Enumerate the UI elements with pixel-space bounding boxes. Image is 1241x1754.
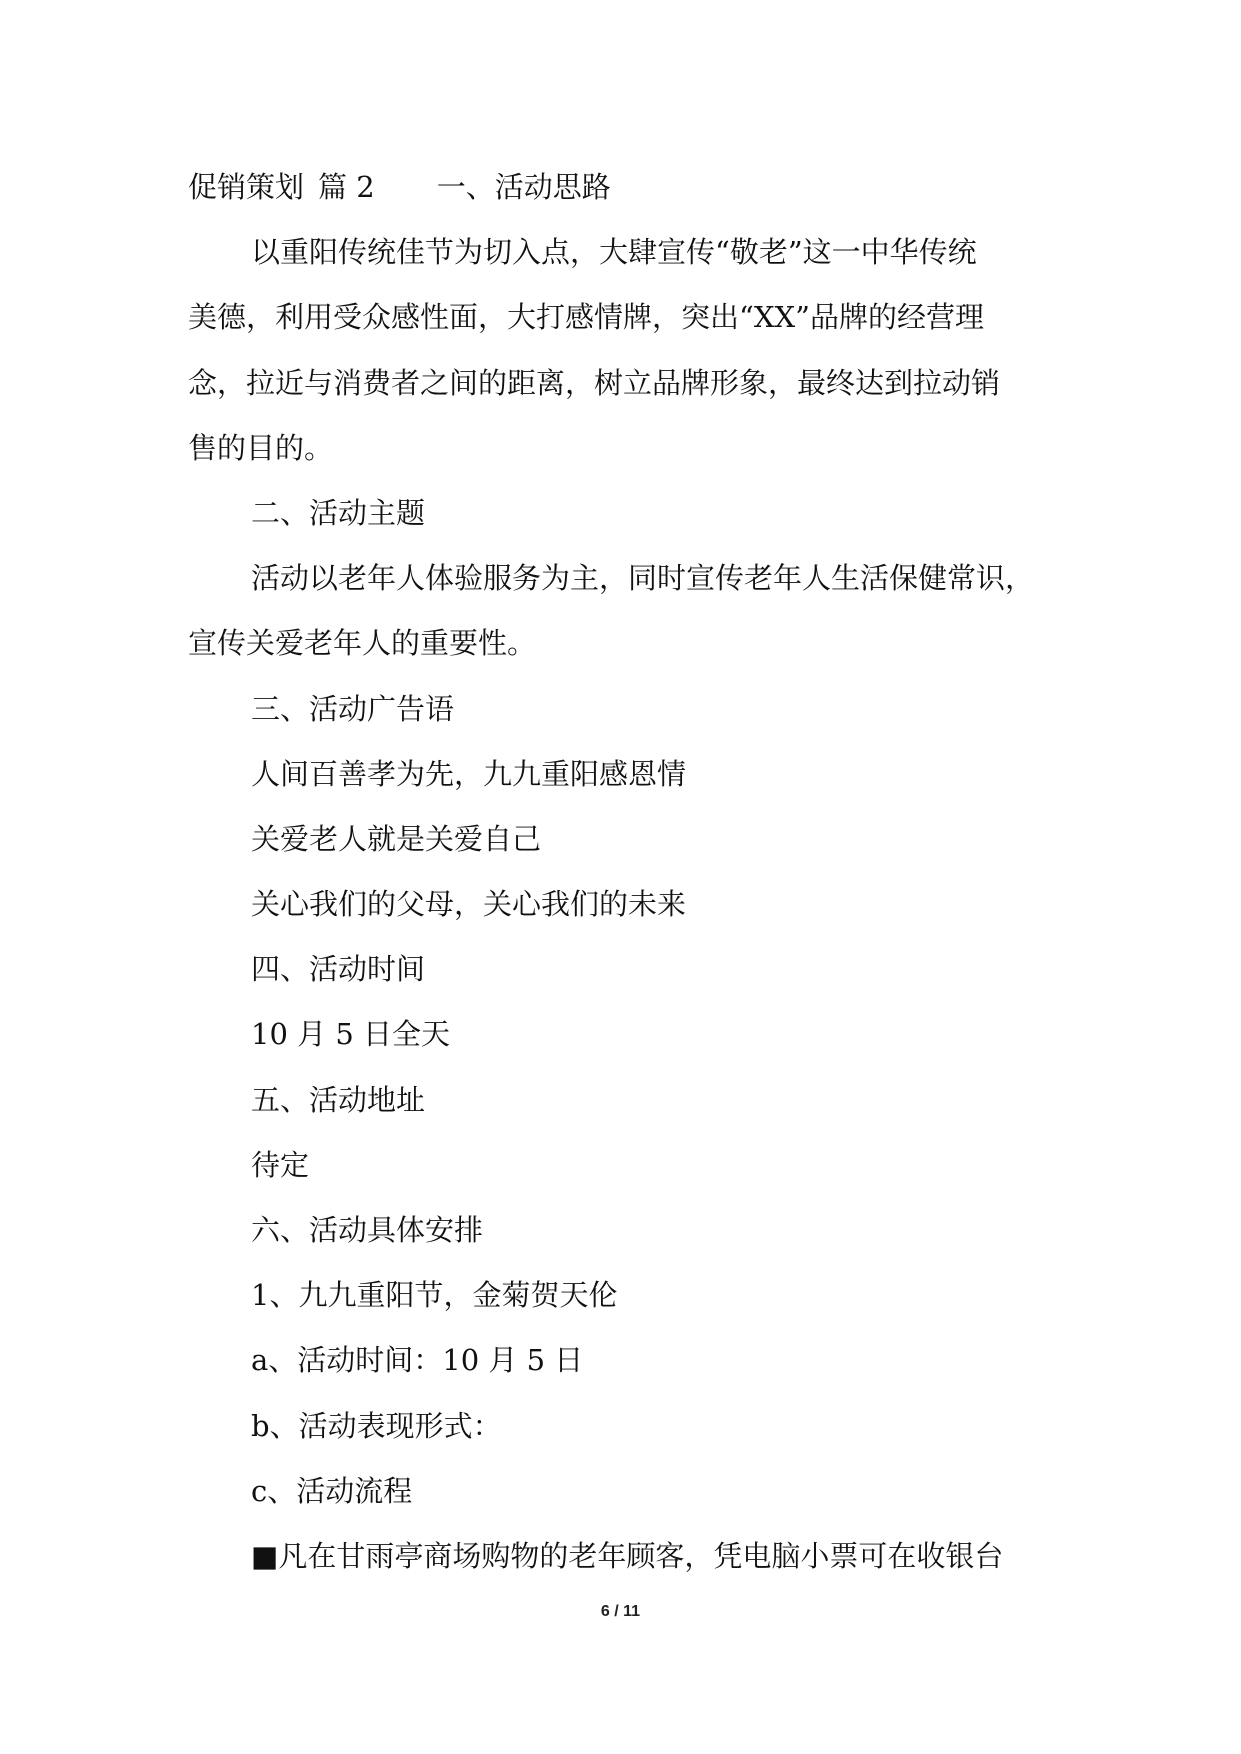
section-heading-5: 五、活动地址 [251,1082,426,1117]
title-line [188,155,1054,220]
section-text: 待定 [251,1147,310,1182]
paragraph-line: 美德，利用受众感性面，大打感情牌，突出“XX”品牌的经营理 [188,300,984,335]
slogan-line: 人间百善孝为先，九九重阳感恩情 [251,756,687,791]
section-text: 10 月 5 日全天 [251,1017,451,1052]
slogan-line: 关心我们的父母，关心我们的未来 [251,887,687,922]
section-heading-4: 四、活动时间 [251,952,426,987]
doc-title: 促销策划 [188,170,305,204]
list-item: c、活动流程 [251,1473,413,1508]
section-heading-6: 六、活动具体安排 [251,1213,484,1247]
page-number: 6 / 11 [600,1603,641,1620]
doc-title-part: 篇 2 [318,170,375,204]
slogan-line: 关爱老人就是关爱自己 [251,821,542,856]
section-heading-1: 一、活动思路 [436,170,611,204]
document-body [188,155,1054,1589]
paragraph-line: 售的目的。 [188,430,334,465]
bullet-line: ■凡在甘雨亭商场购物的老年顾客，凭电脑小票可在收银台 [251,1538,1004,1573]
section-heading-2: 二、活动主题 [251,495,426,530]
section-heading-3: 三、活动广告语 [251,691,455,726]
paragraph-line: 活动以老年人体验服务为主，同时宣传老年人生活保健常识， [251,561,1035,596]
list-item: 1、九九重阳节，金菊贺天伦 [251,1278,618,1313]
paragraph-line: 念，拉近与消费者之间的距离，树立品牌形象，最终达到拉动销 [188,365,1001,400]
paragraph-line: 以重阳传统佳节为切入点，大肆宣传“敬老”这一中华传统 [251,235,977,270]
paragraph-line: 宣传关爱老年人的重要性。 [188,626,537,661]
list-item: b、活动表现形式： [251,1408,502,1443]
list-item: a、活动时间：10 月 5 日 [251,1343,584,1378]
